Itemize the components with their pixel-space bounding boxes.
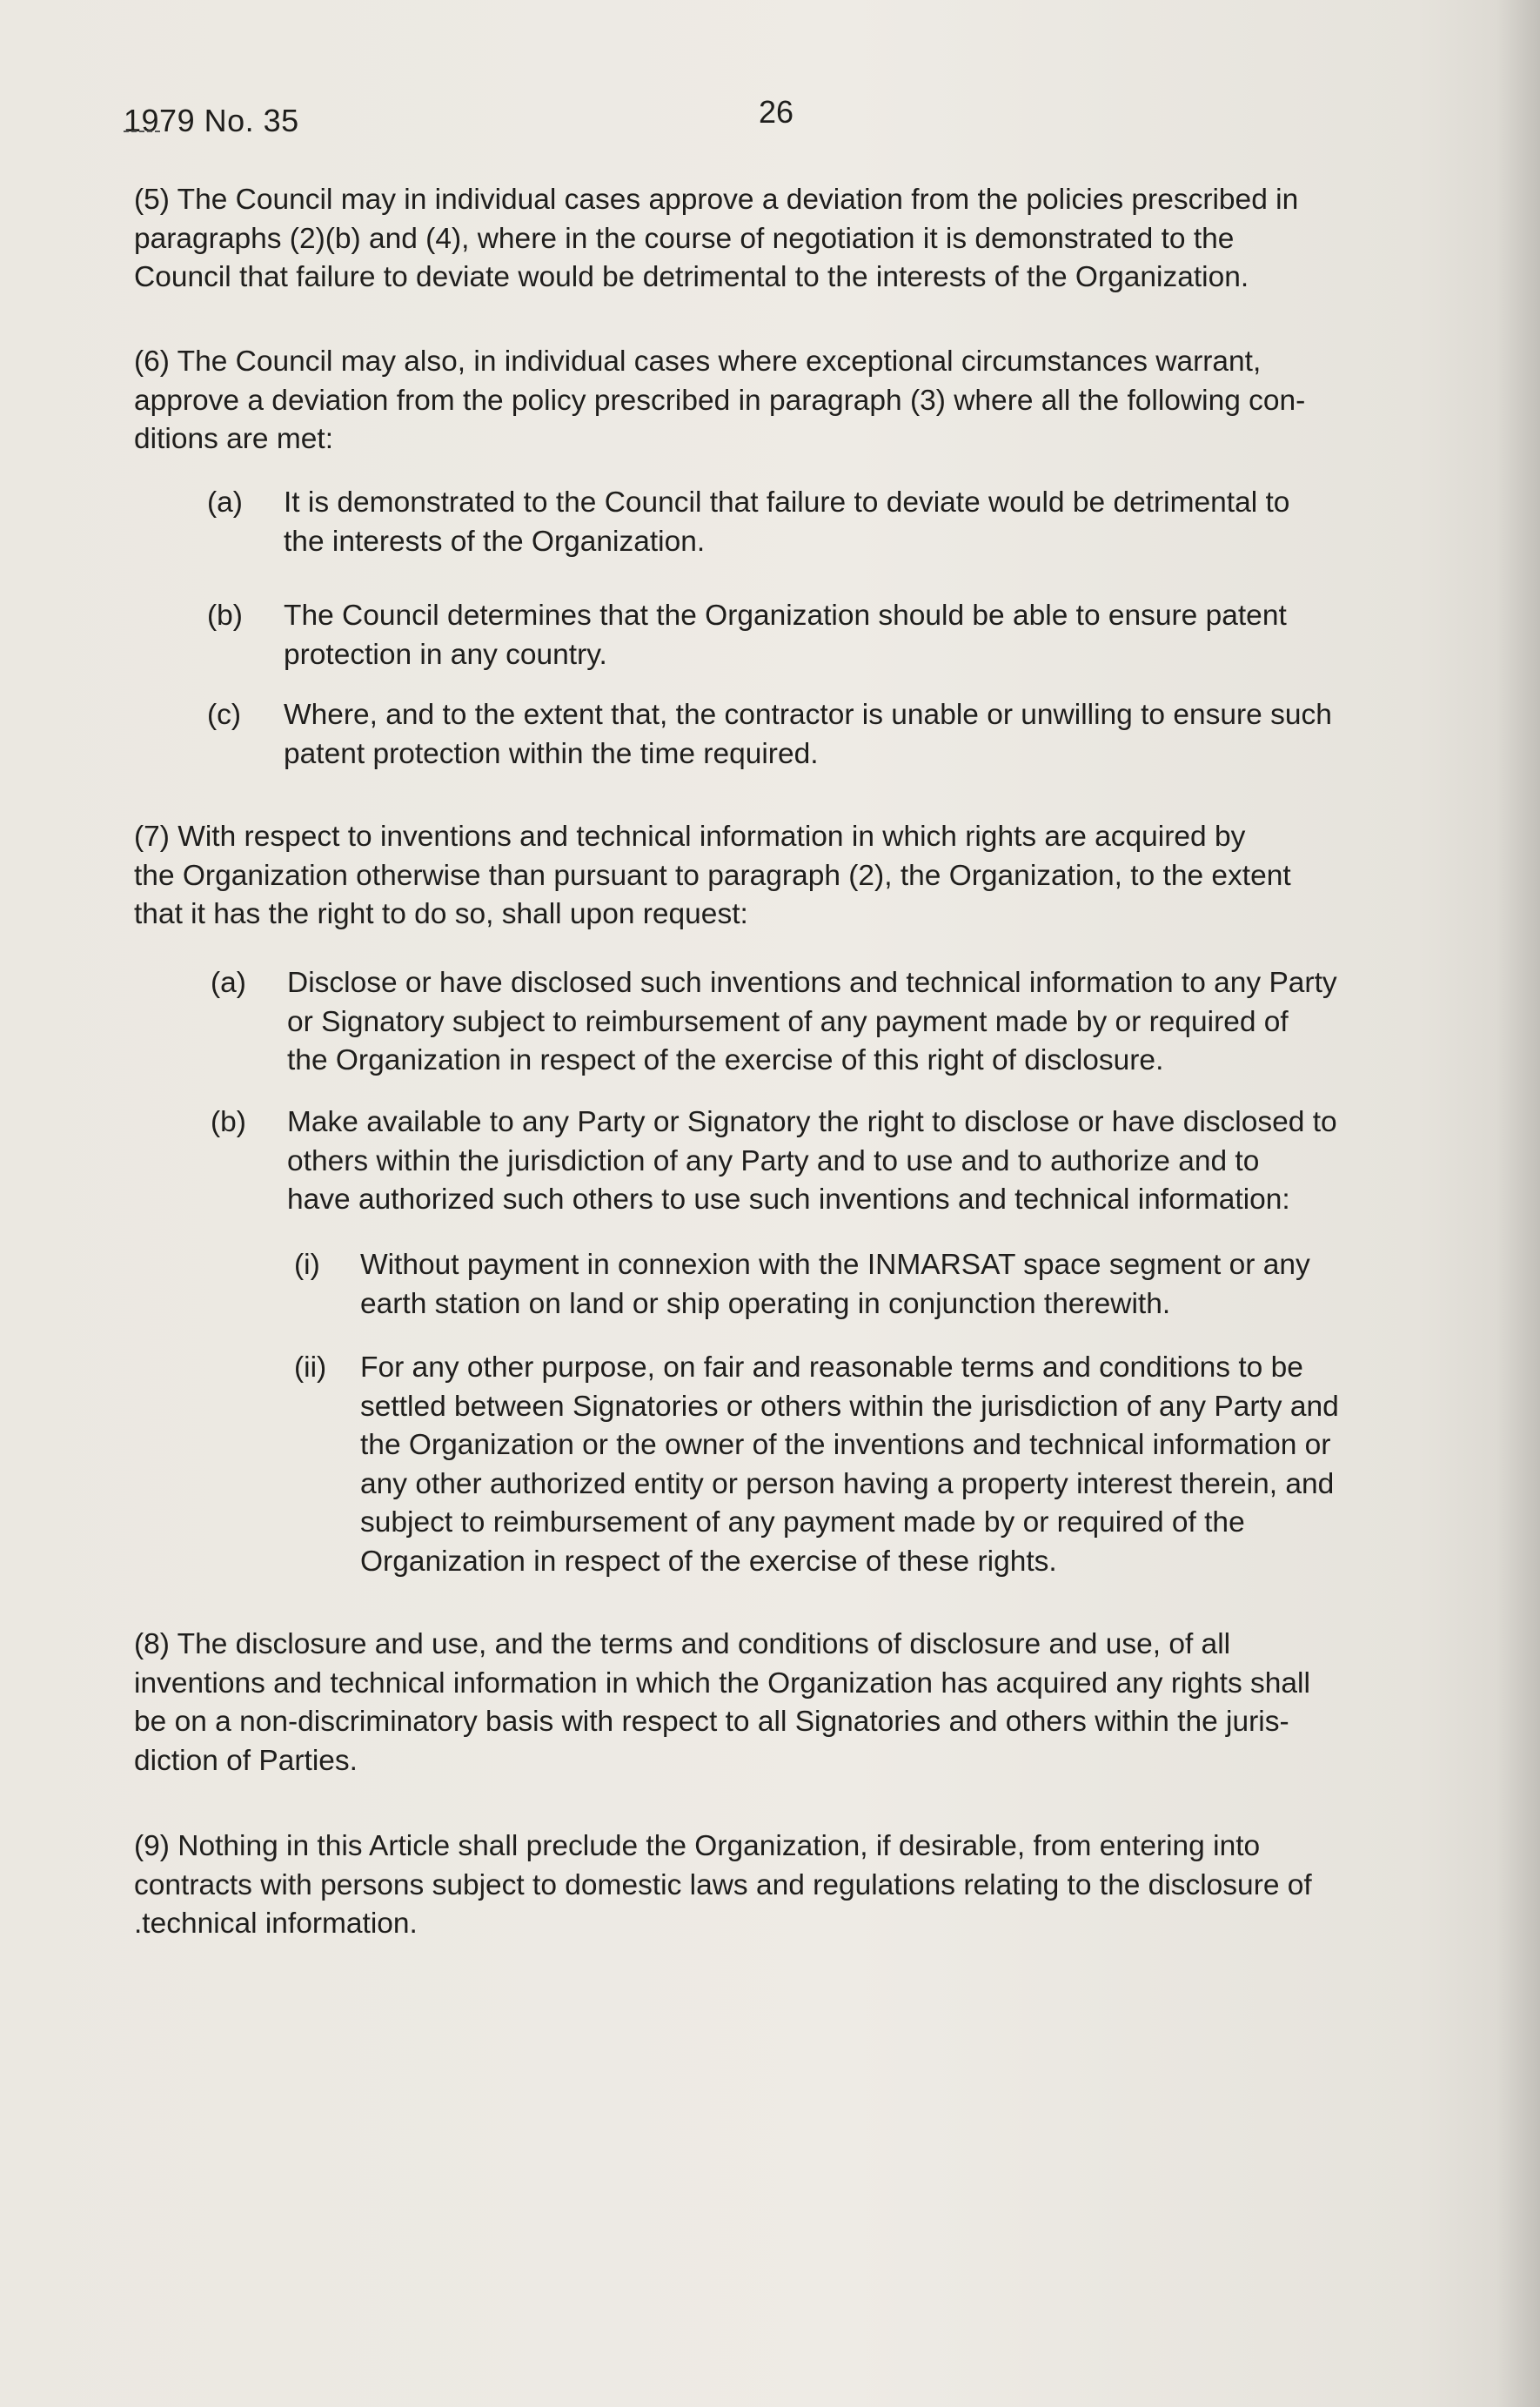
- item-label: (c): [207, 699, 242, 731]
- item-line: others within the jurisdiction of any Party and to use and to authorize and to: [287, 1144, 1260, 1177]
- item-line: It is demonstrated to the Council that failure to deviate would be detrimental to: [284, 486, 1290, 519]
- paragraph-line: diction of Parties.: [134, 1744, 358, 1777]
- item-line: subject to reimbursement of any payment made by or required of the: [360, 1506, 1245, 1539]
- paragraph-5: [134, 181, 1439, 298]
- subitem-label: (i): [294, 1249, 320, 1281]
- item-line: Without payment in connexion with the INMARSAT space segment or any: [360, 1249, 1310, 1281]
- item-line: the Organization or the owner of the inventions and technical information or: [360, 1429, 1331, 1461]
- item-line: The Council determines that the Organization should be able to ensure patent: [284, 600, 1287, 632]
- paragraph-line: contracts with persons subject to domestic laws and regulations relating to the disclosure of: [134, 1868, 1312, 1901]
- item-line: patent protection within the time required.: [284, 737, 819, 770]
- item-line: have authorized such others to use such inventions and technical information:: [287, 1183, 1290, 1216]
- item-line: earth station on land or ship operating in conjunction therewith.: [360, 1287, 1171, 1320]
- item-line: Disclose or have disclosed such inventions and technical information to any Party: [287, 967, 1337, 999]
- item-line: Make available to any Party or Signatory the right to disclose or have disclosed to: [287, 1106, 1337, 1138]
- paragraph-line: Council that failure to deviate would be detrimental to the interests of the Organization.: [134, 261, 1249, 293]
- header-year-number: 1979 No. 35: [124, 103, 299, 138]
- paragraph-line: approve a deviation from the policy prescribed in paragraph (3) where all the following con-: [134, 384, 1306, 417]
- item-line: the Organization in respect of the exercise of this right of disclosure.: [287, 1044, 1164, 1076]
- paragraph-line: (8) The disclosure and use, and the terms and conditions of disclosure and use, of all: [134, 1628, 1231, 1660]
- item-label: (a): [211, 967, 246, 999]
- item-line: the interests of the Organization.: [284, 525, 706, 558]
- paragraph-line: that it has the right to do so, shall upon request:: [134, 898, 748, 930]
- paragraph-line: (5) The Council may in individual cases approve a deviation from the policies prescribed in: [134, 184, 1299, 216]
- item-line: settled between Signatories or others within the jurisdiction of any Party and: [360, 1390, 1339, 1423]
- paragraph-line: (7) With respect to inventions and technical information in which rights are acquired by: [134, 821, 1246, 853]
- item-line: protection in any country.: [284, 638, 607, 671]
- paragraph-7: [134, 818, 1439, 935]
- paragraph-line: (6) The Council may also, in individual cases where exceptional circumstances warrant,: [134, 345, 1262, 378]
- item-line: any other authorized entity or person having a property interest therein, and: [360, 1467, 1335, 1500]
- paragraph-9: [134, 1827, 1439, 1944]
- item-line: Where, and to the extent that, the contractor is unable or unwilling to ensure such: [284, 699, 1332, 731]
- item-label: (b): [211, 1106, 246, 1138]
- page-number: 26: [759, 94, 794, 130]
- paragraph-6: [134, 343, 1439, 459]
- item-label: (b): [207, 600, 243, 632]
- paragraph-line: be on a non-discriminatory basis with respect to all Signatories and others within the juris-: [134, 1706, 1289, 1738]
- paragraph-8: [134, 1626, 1439, 1780]
- item-label: (a): [207, 486, 243, 519]
- paragraph-line: inventions and technical information in which the Organization has acquired any rights shall: [134, 1666, 1310, 1700]
- subitem-label: (ii): [294, 1351, 327, 1384]
- item-line: Organization in respect of the exercise of these rights.: [360, 1545, 1057, 1578]
- item-line: or Signatory subject to reimbursement of any payment made by or required of: [287, 1005, 1289, 1038]
- header-mark: [124, 131, 160, 132]
- paragraph-line: the Organization otherwise than pursuant to paragraph (2), the Organization, to the extent: [134, 859, 1291, 892]
- paragraph-line: paragraphs (2)(b) and (4), where in the course of negotiation it is demonstrated to the: [134, 222, 1235, 255]
- item-line: For any other purpose, on fair and reasonable terms and conditions to be: [360, 1351, 1303, 1384]
- paragraph-line: ditions are met:: [134, 423, 334, 455]
- paragraph-line: .technical information.: [134, 1907, 418, 1940]
- page-edge-shadow: [1496, 0, 1540, 2407]
- paragraph-line: (9) Nothing in this Article shall preclude the Organization, if desirable, from entering into: [134, 1830, 1261, 1862]
